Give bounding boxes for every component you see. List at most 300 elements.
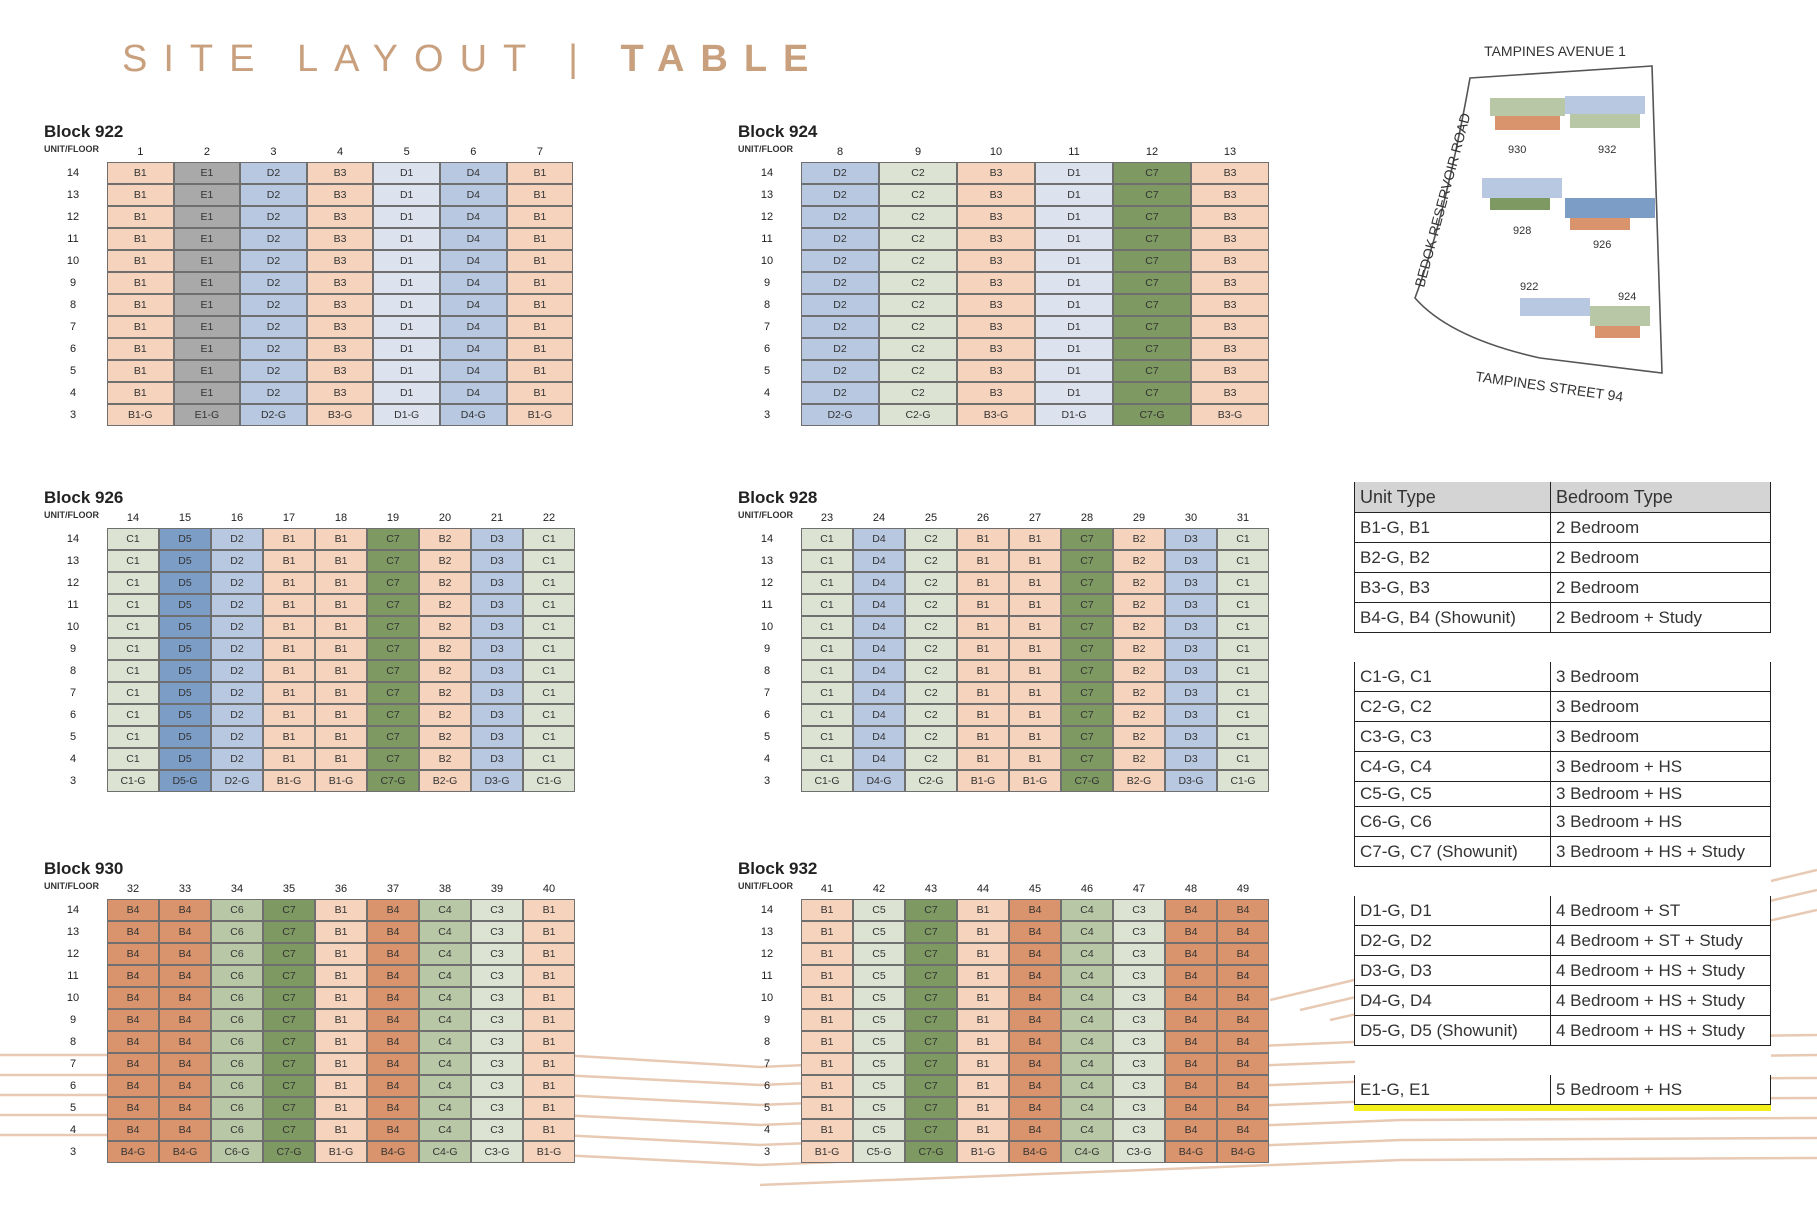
unit-column-header: 13 <box>1223 146 1237 158</box>
legend-row <box>1355 896 1771 926</box>
unit-cell: B1 <box>957 704 1009 726</box>
floor-row-header: 9 <box>69 643 77 655</box>
unit-cell: C3-G <box>1113 1141 1165 1163</box>
unit-cell: B1 <box>263 616 315 638</box>
unit-cell: B1 <box>1009 594 1061 616</box>
legend-unit-type: B4-G, B4 (Showunit) <box>1355 603 1551 633</box>
unit-cell: C1 <box>523 638 575 660</box>
unit-cell: E1 <box>174 294 241 316</box>
unit-cell: D4 <box>440 338 507 360</box>
unit-column-header: 45 <box>1028 883 1042 895</box>
legend-spacer-row <box>1355 1046 1771 1076</box>
legend-bedroom-type: 3 Bedroom <box>1551 692 1771 722</box>
unit-cell: C7 <box>263 965 315 987</box>
unit-cell: C1 <box>1217 572 1269 594</box>
unit-column-header: 16 <box>230 512 244 524</box>
unit-cell: C1 <box>523 704 575 726</box>
unit-cell: B4 <box>1165 1031 1217 1053</box>
unit-cell: B2 <box>419 726 471 748</box>
unit-cell: C2 <box>879 272 957 294</box>
unit-cell: C7 <box>1113 206 1191 228</box>
unit-cell: D1-G <box>373 404 440 426</box>
unit-cell: D1 <box>373 316 440 338</box>
unit-cell: D5 <box>159 704 211 726</box>
unit-cell: C4 <box>1061 1097 1113 1119</box>
unit-column-header: 33 <box>178 883 192 895</box>
unit-column-header: 46 <box>1080 883 1094 895</box>
unit-cell: C4-G <box>1061 1141 1113 1163</box>
block-title: Block 928 <box>738 488 818 507</box>
unit-cell: C2 <box>905 528 957 550</box>
unit-column-header: 10 <box>989 146 1003 158</box>
unit-cell: D5 <box>159 572 211 594</box>
unit-cell: C4 <box>419 987 471 1009</box>
unit-cell: C1 <box>107 594 159 616</box>
unit-column-header: 1 <box>137 146 144 158</box>
unit-cell: B4 <box>1009 1031 1061 1053</box>
unit-cell: D2 <box>211 660 263 682</box>
unit-cell: B1 <box>315 1031 367 1053</box>
unit-cell: C2 <box>879 162 957 184</box>
unit-cell: B3 <box>307 338 374 360</box>
unit-cell: D2 <box>240 338 307 360</box>
map-road-left: BEDOK RESERVOIR ROAD <box>1411 111 1474 289</box>
unit-cell: C2 <box>905 704 957 726</box>
title-light: SITE LAYOUT | <box>122 38 594 80</box>
unit-cell: C1 <box>523 528 575 550</box>
unit-cell: C7 <box>263 987 315 1009</box>
legend-bedroom-type <box>1551 867 1771 897</box>
legend-unit-type: D5-G, D5 (Showunit) <box>1355 1016 1551 1046</box>
legend-bedroom-type: 2 Bedroom <box>1551 513 1771 543</box>
unit-cell: B1 <box>1009 704 1061 726</box>
unit-cell: C1 <box>1217 704 1269 726</box>
unit-cell: C7 <box>1061 682 1113 704</box>
floor-row-header: 14 <box>760 533 774 545</box>
unit-cell: B1 <box>801 987 853 1009</box>
unit-cell: B1 <box>107 184 174 206</box>
unit-cell: C7 <box>1061 726 1113 748</box>
unit-cell: B4 <box>159 965 211 987</box>
unit-cell: E1 <box>174 272 241 294</box>
unit-floor-label: UNIT/FLOOR <box>738 510 793 520</box>
unit-cell: C1 <box>523 748 575 770</box>
unit-cell: B1 <box>263 682 315 704</box>
unit-cell: B3 <box>307 184 374 206</box>
unit-cell: D5 <box>159 682 211 704</box>
unit-cell: D2 <box>240 316 307 338</box>
floor-row-header: 9 <box>69 1014 77 1026</box>
floor-row-header: 6 <box>69 709 77 721</box>
unit-cell: C5-G <box>853 1141 905 1163</box>
unit-cell: B1 <box>263 704 315 726</box>
unit-cell: C1 <box>801 660 853 682</box>
unit-cell: D3 <box>1165 616 1217 638</box>
floor-row-header: 10 <box>66 621 80 633</box>
unit-cell: C4 <box>1061 943 1113 965</box>
unit-cell: B4 <box>367 943 419 965</box>
floor-row-header: 13 <box>66 555 80 567</box>
unit-cell: B2 <box>1113 682 1165 704</box>
unit-cell: B1 <box>957 748 1009 770</box>
unit-cell: B2 <box>1113 704 1165 726</box>
map-road-bottom: TAMPINES STREET 94 <box>1474 368 1625 405</box>
legend-unit-type: C5-G, C5 <box>1355 782 1551 807</box>
floor-row-header: 11 <box>67 233 79 245</box>
unit-cell: B4 <box>1165 1119 1217 1141</box>
unit-cell: B1 <box>957 682 1009 704</box>
unit-cell: B1 <box>801 1119 853 1141</box>
unit-cell: C1 <box>107 572 159 594</box>
unit-cell: C5 <box>853 965 905 987</box>
unit-cell: D3-G <box>471 770 523 792</box>
floor-row-header: 11 <box>761 970 773 982</box>
legend-unit-type <box>1355 867 1551 897</box>
unit-cell: B3 <box>957 206 1035 228</box>
unit-cell: B1 <box>315 660 367 682</box>
legend-unit-type: D3-G, D3 <box>1355 956 1551 986</box>
unit-cell: B3 <box>307 294 374 316</box>
unit-cell: C7 <box>1061 748 1113 770</box>
unit-column-header: 4 <box>337 146 344 158</box>
unit-cell: B4 <box>1165 921 1217 943</box>
unit-cell: C2 <box>879 382 957 404</box>
unit-cell: D1-G <box>1035 404 1113 426</box>
unit-cell: B1 <box>523 921 575 943</box>
unit-cell: B3 <box>307 162 374 184</box>
unit-cell: B1 <box>523 1053 575 1075</box>
map-road-top: TAMPINES AVENUE 1 <box>1484 43 1626 59</box>
unit-cell: D1 <box>1035 228 1113 250</box>
floor-row-header: 9 <box>763 277 771 289</box>
unit-cell: C1 <box>801 572 853 594</box>
unit-cell: C1 <box>107 748 159 770</box>
unit-cell: B1 <box>315 1009 367 1031</box>
unit-cell: D4 <box>853 704 905 726</box>
unit-cell: D1 <box>1035 250 1113 272</box>
unit-cell: C7 <box>263 1097 315 1119</box>
unit-cell: C7 <box>1061 594 1113 616</box>
unit-cell: C1 <box>107 616 159 638</box>
unit-cell: B1-G <box>107 404 174 426</box>
unit-cell: D2 <box>801 184 879 206</box>
unit-cell: D2 <box>211 748 263 770</box>
unit-cell: B4 <box>1009 921 1061 943</box>
unit-cell: B2 <box>419 594 471 616</box>
unit-cell: C4 <box>1061 1053 1113 1075</box>
unit-cell: B3-G <box>1191 404 1269 426</box>
unit-cell: D2 <box>801 316 879 338</box>
unit-cell: D2 <box>801 228 879 250</box>
legend-unit-type <box>1355 1046 1551 1076</box>
legend-unit-type: B2-G, B2 <box>1355 543 1551 573</box>
unit-cell: C1 <box>1217 682 1269 704</box>
unit-cell: D2 <box>211 572 263 594</box>
unit-cell: B2 <box>419 528 471 550</box>
unit-cell: D4 <box>853 572 905 594</box>
unit-cell: B1 <box>315 528 367 550</box>
unit-cell: C3 <box>471 1053 523 1075</box>
legend-bedroom-type: 3 Bedroom + HS <box>1551 807 1771 837</box>
unit-cell: C4 <box>419 1009 471 1031</box>
unit-cell: D2 <box>801 206 879 228</box>
unit-cell: B4 <box>107 921 159 943</box>
unit-cell: B4 <box>159 1053 211 1075</box>
legend-row <box>1355 1075 1771 1105</box>
unit-cell: D2 <box>240 162 307 184</box>
block-title: Block 930 <box>44 859 124 878</box>
block-title: Block 932 <box>738 859 818 878</box>
unit-cell: B1 <box>315 616 367 638</box>
unit-cell: C7 <box>367 682 419 704</box>
unit-cell: C1 <box>1217 638 1269 660</box>
unit-column-header: 15 <box>178 512 192 524</box>
unit-cell: C2 <box>905 594 957 616</box>
floor-row-header: 11 <box>67 599 79 611</box>
unit-cell: B1 <box>801 965 853 987</box>
unit-cell: D5 <box>159 726 211 748</box>
floor-row-header: 7 <box>69 321 77 333</box>
unit-cell: C7 <box>263 1031 315 1053</box>
floor-row-header: 6 <box>763 709 771 721</box>
unit-cell: C7 <box>263 943 315 965</box>
legend-body <box>1355 513 1771 1105</box>
legend-row <box>1355 782 1771 807</box>
unit-cell: C4 <box>1061 899 1113 921</box>
unit-cell: D1 <box>373 382 440 404</box>
unit-cell: B4-G <box>1165 1141 1217 1163</box>
unit-cell: C1-G <box>107 770 159 792</box>
unit-cell: C1 <box>801 616 853 638</box>
unit-cell: B4 <box>159 899 211 921</box>
floor-row-header: 3 <box>69 409 77 421</box>
unit-cell: B4 <box>1217 1075 1269 1097</box>
unit-cell: D4 <box>440 294 507 316</box>
unit-cell: B2 <box>1113 550 1165 572</box>
unit-cell: B1 <box>263 638 315 660</box>
floor-row-header: 6 <box>69 343 77 355</box>
unit-cell: C1 <box>107 682 159 704</box>
unit-cell: B1 <box>957 921 1009 943</box>
unit-cell: D2 <box>240 206 307 228</box>
unit-cell: B3 <box>307 360 374 382</box>
unit-cell: B2 <box>419 572 471 594</box>
unit-cell: B3 <box>957 360 1035 382</box>
unit-cell: B3 <box>1191 184 1269 206</box>
unit-cell: B4 <box>159 1097 211 1119</box>
unit-cell: C7 <box>905 1097 957 1119</box>
unit-cell: C7 <box>1113 250 1191 272</box>
unit-floor-label: UNIT/FLOOR <box>738 881 793 891</box>
unit-column-header: 23 <box>820 512 834 524</box>
unit-cell: C3 <box>471 1009 523 1031</box>
unit-cell: D4 <box>440 206 507 228</box>
unit-cell: C6 <box>211 1119 263 1141</box>
unit-cell: B4 <box>159 943 211 965</box>
unit-cell: B3 <box>957 228 1035 250</box>
unit-cell: C7 <box>1113 338 1191 360</box>
unit-cell: B4 <box>367 965 419 987</box>
unit-type-legend <box>1354 482 1771 1105</box>
unit-cell: B1 <box>957 594 1009 616</box>
unit-cell: D1 <box>1035 382 1113 404</box>
unit-cell: C7 <box>1113 294 1191 316</box>
unit-cell: C1 <box>1217 726 1269 748</box>
unit-cell: C7 <box>905 987 957 1009</box>
unit-column-header: 36 <box>334 883 348 895</box>
unit-cell: B1 <box>957 899 1009 921</box>
unit-cell: C1 <box>801 594 853 616</box>
unit-cell: B1 <box>315 1119 367 1141</box>
legend-bedroom-type: 4 Bedroom + HS + Study <box>1551 1016 1771 1046</box>
unit-cell: C5 <box>853 943 905 965</box>
unit-cell: B3-G <box>957 404 1035 426</box>
unit-cell: C1 <box>107 550 159 572</box>
unit-cell: B4 <box>159 1031 211 1053</box>
unit-cell: B4 <box>1217 899 1269 921</box>
legend-row <box>1355 926 1771 956</box>
unit-cell: B1 <box>263 594 315 616</box>
unit-cell: B2 <box>419 550 471 572</box>
unit-cell: C7 <box>1113 162 1191 184</box>
unit-cell: C7-G <box>1061 770 1113 792</box>
floor-row-header: 12 <box>66 211 80 223</box>
unit-cell: B1 <box>107 272 174 294</box>
unit-cell: B3 <box>957 294 1035 316</box>
unit-cell: B1 <box>315 704 367 726</box>
unit-cell: B4 <box>1165 943 1217 965</box>
unit-cell: D2 <box>801 360 879 382</box>
legend-row <box>1355 722 1771 752</box>
unit-cell: D2 <box>801 162 879 184</box>
unit-cell: C5 <box>853 987 905 1009</box>
unit-column-header: 39 <box>490 883 504 895</box>
unit-cell: C2-G <box>879 404 957 426</box>
unit-cell: C7 <box>905 943 957 965</box>
unit-cell: C2 <box>879 360 957 382</box>
unit-cell: C6 <box>211 965 263 987</box>
unit-cell: B4 <box>1165 965 1217 987</box>
unit-column-header: 37 <box>386 883 400 895</box>
unit-cell: D3 <box>1165 726 1217 748</box>
unit-cell: B1-G <box>315 1141 367 1163</box>
unit-cell: B1 <box>315 921 367 943</box>
unit-cell: C3 <box>471 1097 523 1119</box>
unit-cell: C3 <box>1113 1119 1165 1141</box>
unit-cell: B4 <box>1009 965 1061 987</box>
unit-cell: B1 <box>523 965 575 987</box>
unit-cell: B3 <box>957 272 1035 294</box>
unit-cell: B1 <box>315 1053 367 1075</box>
legend-bedroom-type: 3 Bedroom + HS + Study <box>1551 837 1771 867</box>
legend-table <box>1354 482 1771 1105</box>
unit-column-header: 27 <box>1028 512 1042 524</box>
unit-cell: C2-G <box>905 770 957 792</box>
unit-cell: C3 <box>1113 921 1165 943</box>
unit-cell: C4 <box>1061 1075 1113 1097</box>
unit-cell: D1 <box>1035 206 1113 228</box>
unit-cell: B1 <box>957 660 1009 682</box>
unit-cell: C4 <box>419 1119 471 1141</box>
unit-cell: B4 <box>1009 1075 1061 1097</box>
unit-cell: C4 <box>419 899 471 921</box>
unit-cell: B1 <box>801 1075 853 1097</box>
unit-column-header: 26 <box>976 512 990 524</box>
unit-cell: C7 <box>905 1119 957 1141</box>
unit-cell: B3 <box>307 272 374 294</box>
floor-row-header: 13 <box>760 189 774 201</box>
legend-unit-type: D2-G, D2 <box>1355 926 1551 956</box>
unit-cell: D2 <box>211 616 263 638</box>
unit-cell: D3 <box>1165 550 1217 572</box>
unit-cell: D4 <box>440 316 507 338</box>
floor-row-header: 12 <box>760 577 774 589</box>
unit-cell: B3 <box>957 382 1035 404</box>
unit-cell: C5 <box>853 1119 905 1141</box>
unit-cell: B1 <box>107 294 174 316</box>
unit-cell: C3 <box>471 1119 523 1141</box>
unit-cell: C7 <box>367 638 419 660</box>
unit-cell: D4-G <box>853 770 905 792</box>
unit-column-header: 18 <box>334 512 348 524</box>
unit-cell: C7 <box>1061 660 1113 682</box>
floor-row-header: 11 <box>761 233 773 245</box>
unit-cell: D2 <box>211 704 263 726</box>
legend-unit-type: B1-G, B1 <box>1355 513 1551 543</box>
unit-cell: B4-G <box>1009 1141 1061 1163</box>
unit-cell: C7 <box>263 1053 315 1075</box>
floor-row-header: 14 <box>66 904 80 916</box>
legend-bedroom-type: 5 Bedroom + HS <box>1551 1075 1771 1105</box>
unit-cell: B1 <box>801 1009 853 1031</box>
unit-cell: B2 <box>419 638 471 660</box>
unit-cell: B1 <box>315 726 367 748</box>
unit-cell: B1 <box>107 360 174 382</box>
unit-cell: C1 <box>801 638 853 660</box>
unit-cell: C3 <box>471 921 523 943</box>
unit-cell: B4-G <box>107 1141 159 1163</box>
unit-cell: B1 <box>315 943 367 965</box>
unit-cell: D3 <box>471 748 523 770</box>
unit-cell: C4 <box>1061 1119 1113 1141</box>
legend-bedroom-type: 3 Bedroom <box>1551 662 1771 692</box>
unit-cell: B1 <box>315 1097 367 1119</box>
unit-cell: B1 <box>523 1075 575 1097</box>
floor-row-header: 10 <box>66 255 80 267</box>
unit-cell: C7 <box>367 726 419 748</box>
floor-row-header: 8 <box>763 665 771 677</box>
unit-floor-label: UNIT/FLOOR <box>44 881 99 891</box>
legend-unit-type: C3-G, C3 <box>1355 722 1551 752</box>
unit-cell: B1 <box>957 965 1009 987</box>
unit-cell: C2 <box>879 294 957 316</box>
unit-cell: B3 <box>307 228 374 250</box>
unit-column-header: 5 <box>403 146 410 158</box>
floor-row-header: 4 <box>69 753 77 765</box>
unit-floor-label: UNIT/FLOOR <box>44 510 99 520</box>
unit-cell: C6 <box>211 943 263 965</box>
unit-cell: B1 <box>1009 528 1061 550</box>
unit-cell: C1 <box>1217 550 1269 572</box>
unit-cell: B4-G <box>159 1141 211 1163</box>
floor-row-header: 13 <box>760 555 774 567</box>
unit-cell: C2 <box>905 748 957 770</box>
unit-cell: B4 <box>1217 1009 1269 1031</box>
unit-cell: D5 <box>159 616 211 638</box>
floor-row-header: 3 <box>763 409 771 421</box>
unit-cell: B4 <box>1217 965 1269 987</box>
unit-cell: C3-G <box>471 1141 523 1163</box>
